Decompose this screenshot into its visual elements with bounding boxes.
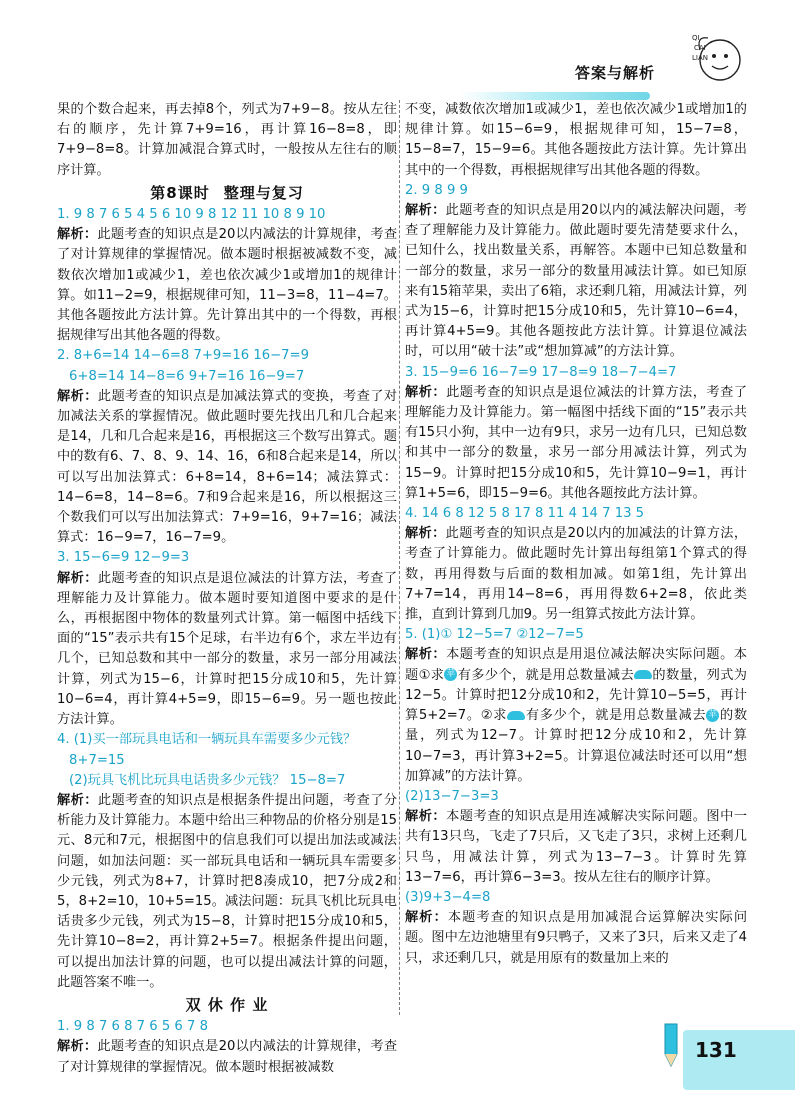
- explanation: [57, 225, 397, 346]
- explanation: [405, 383, 747, 504]
- explanation-text: 此题考查的知识点是用20以内的减法解决问题，考查了理解能力及计算能力。做此题时要先清楚要求什么，已知什么，找出数量关系，再解答。本题中已知总数量和一部分的数量，求另一部分的数量用减法计算。如已知原来有15箱苹果，卖出了6箱，求还剩几箱，用减法计算，列式为15−6，计算时把15分成10和5，先计算10−6=4，再计算4+5=9。其他各题按此方法计算。计算退位减法时，可以用“破十法”或“想加算减”的方法计算。: [405, 203, 748, 360]
- page-number-tab: [655, 1020, 795, 1100]
- explanation-label: 解析：: [57, 388, 98, 404]
- right-column: [405, 100, 747, 969]
- explanation-text: 此题考查的知识点是退位减法的计算方法，考查了理解能力及计算能力。做本题时要知道图中要求的是什么，再根据图中物体的数量列式计算。第一幅图中括线下面的“15”表示共有15个足球，右半边有6个，求左半边有几个，已知总数和其中一部分的数量，求另一部分用减法计算，列式为15−6，计算时把15分成10和5，先计算10−6=4，再计算4+5=9，即15−6=9。另一题也按此方法计算。: [57, 570, 398, 728]
- explanation-text: 的数量，列式为12−7。计算时把12分成10和2，先计算10−7=3，再计算3+2=5。计算退位减法时还可以用“想加算减”的方法计算。: [405, 708, 748, 784]
- fruit-icon: 苹: [446, 669, 456, 680]
- explanation-label: 解析：: [405, 910, 448, 926]
- column-divider: [399, 100, 400, 1015]
- dish-icon: [634, 670, 652, 679]
- explanation-label: 解析：: [405, 809, 447, 825]
- pencil-icon: [655, 1020, 695, 1070]
- explanation-label: 解析：: [405, 647, 447, 663]
- section-heading: [57, 183, 397, 203]
- mascot-logo-icon: [690, 26, 748, 88]
- explanation: [405, 908, 747, 969]
- answer-line: (3)9+3−4=8: [405, 889, 491, 905]
- explanation-label: 解析：: [405, 384, 447, 400]
- explanation: [57, 387, 397, 549]
- answer-line: 2. 8+6=14 14−6=8 7+9=16 16−7=9: [57, 348, 309, 364]
- explanation-text: 此题考查的知识点是根据条件提出问题，考查了分析能力及计算能力。本题中给出三种物品的价格分别是15元、8元和7元，根据图中的信息我们可以提出加法或减法问题，如加法问题：买一部玩具电话和一辆玩具车需要多少元钱，列式为8+7，计算时把8凑成10，把7分成2和5，8+2=10，10+5=15。减法问题：玩具飞机比玩具电话贵多少元钱，列式为15−8，计算时把15分成10和5，先计算10−8=2，再计算2+5=7。根据条件提出问题，可以提出加法计算的问题，也可以提出减法计算的问题，此题答案不唯一。: [57, 792, 398, 990]
- explanation: [57, 1037, 397, 1077]
- header-bar: [460, 92, 650, 100]
- explanation: [57, 791, 397, 993]
- answer-line: 2. 9 8 9 9: [405, 182, 468, 198]
- answer-line: 5. (1)① 12−5=7 ②12−7=5: [405, 627, 584, 643]
- page-number: 131: [695, 1038, 737, 1062]
- explanation-text: 此题考查的知识点是20以内减法的计算规律，考查了对计算规律的掌握情况。做本题时根据被减数: [57, 1039, 398, 1075]
- svg-text:QI: QI: [692, 34, 700, 42]
- answer-line: 1. 9 8 7 6 8 7 6 5 6 7 8: [57, 1019, 208, 1035]
- answer-line: 4. (1)买一部玩具电话和一辆玩具车需要多少元钱？: [57, 732, 357, 748]
- explanation-text: 此题考查的知识点是20以内减法的计算规律，考查了对计算规律的掌握情况。做本题时根据被减数不变，减数依次增加1或减少1，差也依次减少1或增加1的规律计算。如11−2=9，根据规律可知，11−3=8，11−4=7。其他各题按此方法计算。先计算出其中的一个得数，再根据规律写出其他各题的得数。: [57, 227, 398, 344]
- lesson-title: 整理与复习: [223, 183, 304, 202]
- explanation-text: 此题考查的知识点是20以内的加减法的计算方法，考查了计算能力。做此题时先计算出每组第1个算式的得数，再用得数与后面的数相加减。如第1组，先计算出7+7=14，再用14−8=6，再用得数6+2=8，依此类推，直到计算到几加9。另一组算式按此方法计算。: [405, 526, 748, 623]
- explanation-label: 解析：: [57, 1039, 98, 1055]
- explanation-text: 有多少个，就是用总数量减去: [525, 708, 707, 724]
- explanation: [405, 645, 747, 786]
- answer-line: (2)玩具飞机比玩具电话贵多少元钱？ 15−8=7: [69, 772, 346, 788]
- explanation-label: 解析：: [57, 227, 98, 243]
- explanation-label: 解析：: [405, 526, 446, 542]
- explanation: [405, 807, 747, 888]
- explanation-text: 有多少个，就是用总数量减去: [457, 667, 635, 683]
- paragraph: 果的个数合起来，再去掉8个，列式为7+9−8。按从左往右的顺序，先计算7+9=16，再计算16−8=8，即7+9−8=8。计算加减混合算式时，一般按从左往右的顺序计算。: [57, 102, 397, 178]
- explanation-label: 解析：: [405, 203, 446, 219]
- fruit-icon: 苹: [708, 709, 718, 720]
- lesson-label: 第8课时: [150, 183, 210, 202]
- explanation-text: 本题考查的知识点是用连减解决实际问题。图中一共有13只鸟，飞走了7只后，又飞走了3只，求树上还剩几只鸟，用减法计算，列式为13−7−3。计算时先算13−7=6，再计算6−3=3。按从左往右的顺序计算。: [405, 809, 748, 885]
- answer-line: 1. 9 8 7 6 5 4 5 6 10 9 8 12 11 10 8 9 10: [57, 207, 326, 223]
- svg-text:LIAN: LIAN: [692, 54, 708, 62]
- explanation-text: 本题考查的知识点是用退位减法解决实际问题。本题①求: [405, 647, 748, 683]
- answer-line: 4. 14 6 8 12 5 8 17 8 11 4 14 7 13 5: [405, 506, 645, 522]
- explanation: [57, 569, 397, 731]
- paragraph: 不变，减数依次增加1或减少1，差也依次减少1或增加1的规律计算。如15−6=9，根据规律可知，15−7=8，15−8=7，15−9=6。其他各题按此方法计算。先计算出其中的一个得数，再根据规律写出其他各题的得数。: [405, 102, 747, 178]
- explanation-text: 此题考查的知识点是退位减法的计算方法，考查了理解能力及计算能力。第一幅图中括线下面的“15”表示共有15只小狗，其中一边有9只，求另一边有几只，已知总数和其中一部分的数量，求另一部分用减法计算，列式为15−9。计算时把15分成10和5，先计算10−9=1，再计算1+5=6，即15−9=6。其他各题按此方法计算。: [405, 384, 748, 501]
- explanation-text: 的数量，列式为12−5。计算时把12分成10和2，先计算10−5=5，再计算5+2=7。②求: [405, 667, 747, 724]
- header-title: 答案与解析: [575, 64, 656, 82]
- explanation-label: 解析：: [57, 570, 98, 586]
- dish-icon: [507, 711, 525, 720]
- explanation-text: 此题考查的知识点是加减法算式的变换，考查了对加减法关系的掌握情况。做此题时要先找出几和几合起来是14，几和几合起来是16，再根据这三个数写出算式。题中的数有6、7、8、9、14、16，6和8合起来是14，所以可以写出加法算式：6+8=14，8+6=14；减法算式：14−6=8，14−8=6。7和9合起来是16，所以根据这三个数我们可以写出加法算式：7+9=16，9+7=16；减法算式：16−9=7，16−7=9。: [57, 388, 398, 546]
- explanation: [405, 524, 747, 625]
- answer-line: 8+7=15: [69, 752, 125, 768]
- answer-line: (2)13−7−3=3: [405, 788, 499, 804]
- section-heading: 双 休 作 业: [185, 995, 269, 1014]
- svg-text:CAI: CAI: [694, 44, 706, 52]
- explanation-label: 解析：: [57, 792, 98, 808]
- answer-line: 6+8=14 14−8=6 9+7=16 16−9=7: [69, 368, 305, 384]
- left-column: [57, 100, 397, 1078]
- answer-line: 3. 15−9=6 16−7=9 17−8=9 18−7−4=7: [405, 364, 677, 380]
- explanation: [405, 201, 747, 363]
- explanation-text: 本题考查的知识点是用加减混合运算解决实际问题。图中左边池塘里有9只鸭子，又来了3只，后来又走了4只，求还剩几只，就是用原有的数量加上来的: [405, 910, 748, 966]
- answer-line: 3. 15−6=9 12−9=3: [57, 550, 190, 566]
